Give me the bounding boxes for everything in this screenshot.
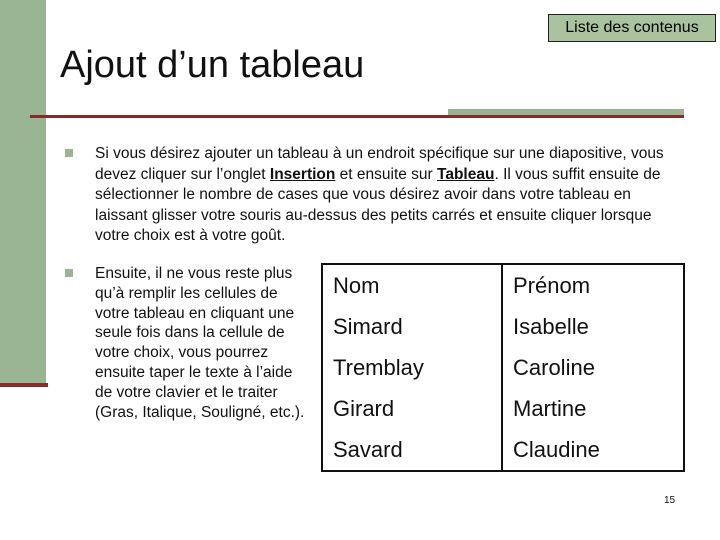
page-number: 15 bbox=[664, 495, 676, 506]
bullet-square-icon bbox=[65, 149, 73, 157]
table-cell[interactable]: Tremblay bbox=[322, 347, 502, 388]
side-accent-bar bbox=[0, 0, 46, 383]
table-cell[interactable]: Claudine bbox=[502, 429, 684, 471]
table-row bbox=[322, 264, 684, 306]
table-cell[interactable]: Isabelle bbox=[502, 306, 684, 347]
names-table bbox=[321, 263, 685, 472]
title-rule bbox=[30, 115, 684, 118]
table-row bbox=[322, 388, 684, 429]
tableau-command-name: Tableau bbox=[437, 165, 495, 183]
side-accent-red-line bbox=[0, 383, 46, 387]
table-cell[interactable]: Prénom bbox=[502, 264, 684, 306]
bullet-square-icon bbox=[65, 269, 73, 277]
slide-title: Ajout d’un tableau bbox=[60, 44, 365, 86]
table-cell[interactable]: Nom bbox=[322, 264, 502, 306]
table-row bbox=[322, 306, 684, 347]
bullet-paragraph-2: Ensuite, il ne vous reste plus qu’à remplir les cellules de votre tableau en cliquant une seule fois dans la cellule de votre choix, vous pourrez ensuite taper le texte à l’aide de votre clavier et le traiter (Gras, Italique, Souligné, etc.). bbox=[95, 265, 305, 421]
table-row bbox=[322, 429, 684, 471]
table-cell[interactable]: Savard bbox=[322, 429, 502, 471]
bullet-paragraph-1: Si vous désirez ajouter un tableau à un endroit spécifique sur une diapositive, vous devez cliquer sur l’onglet Insertion et ensuite sur Tableau. Il vous suffit ensuite de sélectionner le nombre de cases que vous désirez avoir dans votre tableau en laissant glisser votre souris au-dessus des petits carrés et ensuite cliquer lorsque votre choix est à votre goût. bbox=[95, 145, 664, 244]
table-cell[interactable]: Girard bbox=[322, 388, 502, 429]
toc-button[interactable]: Liste des contenus bbox=[548, 14, 716, 42]
table-cell[interactable]: Caroline bbox=[502, 347, 684, 388]
table-cell[interactable]: Simard bbox=[322, 306, 502, 347]
table-row bbox=[322, 347, 684, 388]
side-accent-red-corner bbox=[46, 383, 48, 387]
table-cell[interactable]: Martine bbox=[502, 388, 684, 429]
insertion-tab-name: Insertion bbox=[269, 165, 336, 183]
